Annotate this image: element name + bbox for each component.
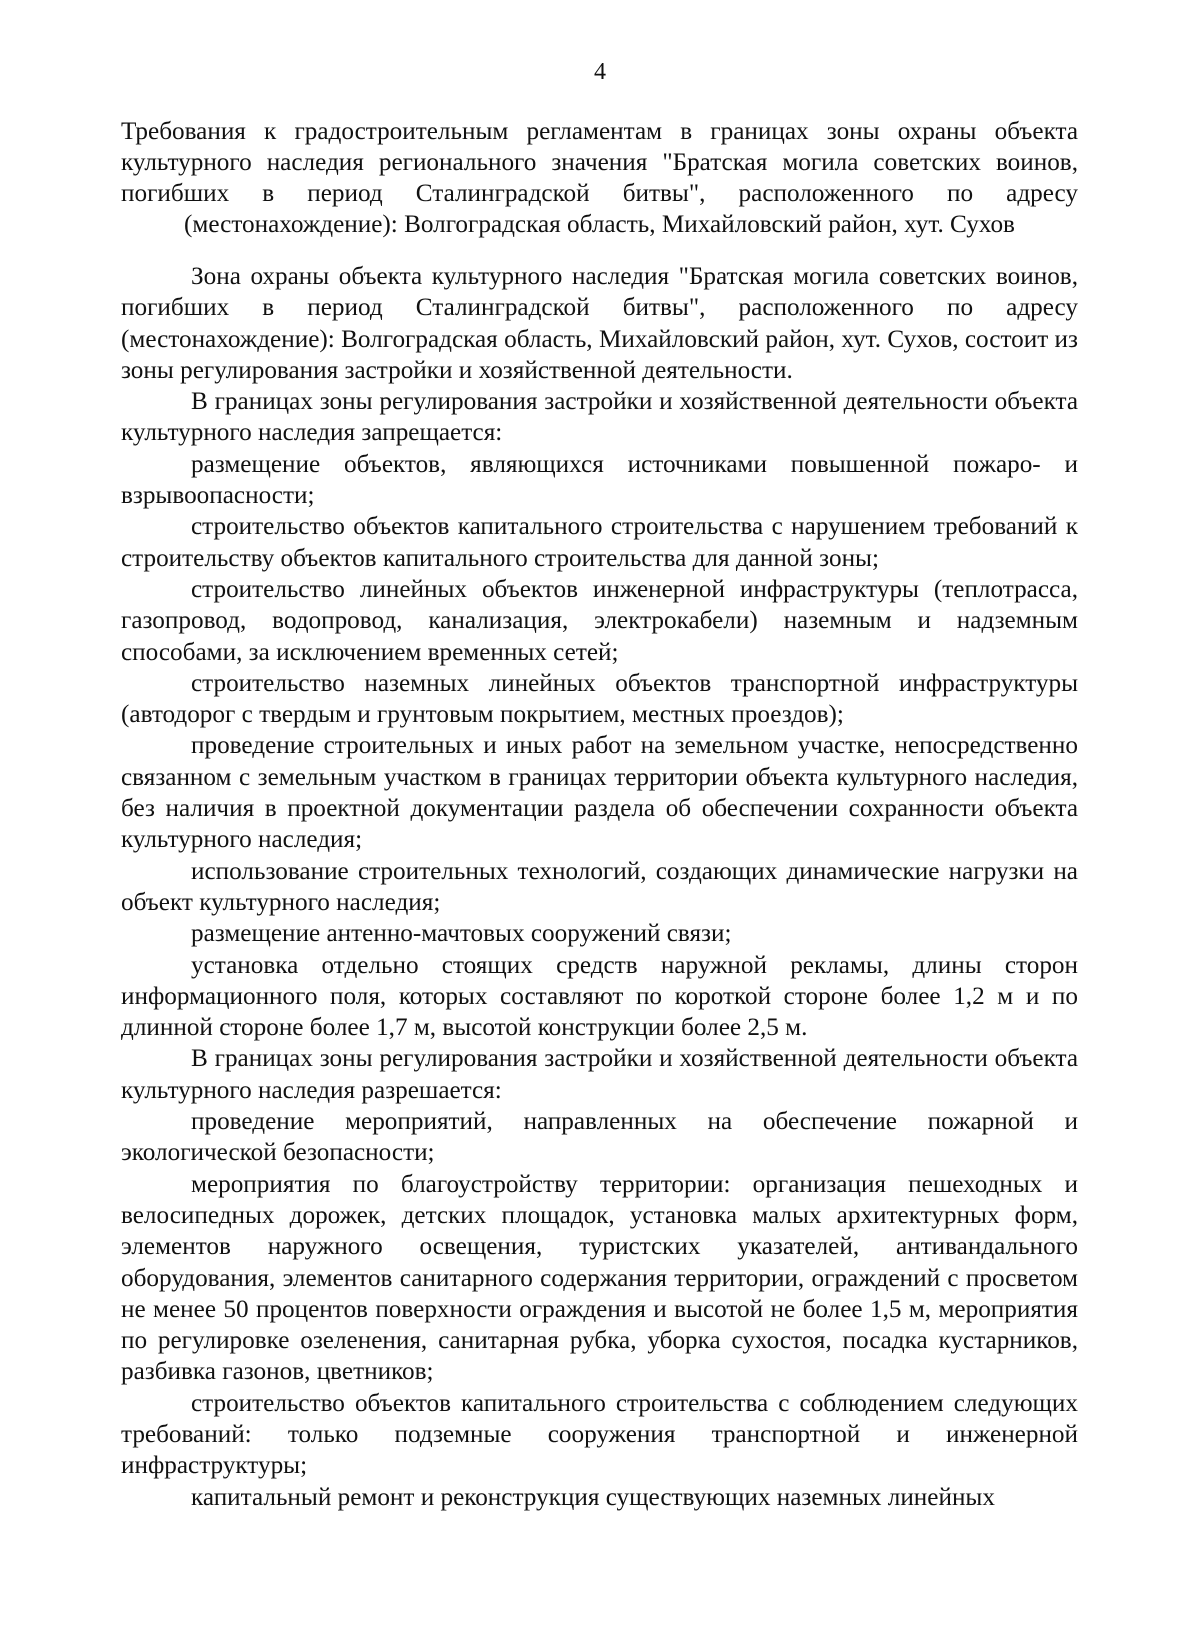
paragraph-permitted-intro: В границах зоны регулирования застройки и хозяйственной деятельности объекта культурного наследия разрешается:: [121, 1045, 1078, 1104]
list-item-permitted: строительство объектов капитального строительства с соблюдением следующих требований: только подземные сооружения транспортной и инженерной инфраструктуры;: [121, 1389, 1078, 1480]
list-item-permitted: проведение мероприятий, направленных на обеспечение пожарной и экологической безопасности;: [121, 1108, 1078, 1167]
list-item-permitted: капитальный ремонт и реконструкция существующих наземных линейных: [191, 1483, 995, 1511]
list-item-prohibited: строительство линейных объектов инженерной инфраструктуры (теплотрасса, газопровод, водопровод, канализация, электрокабели) наземным и надземным способами, за исключением временных сетей;: [121, 575, 1078, 666]
document-body: [121, 261, 1078, 1513]
document-title: Требования к градостроительным регламентам в границах зоны охраны объекта культурного наследия регионального значения "Братская могила советских воинов, погибших в период Сталинградской битвы", расположенного по адресу (местонахождение): Волгоградская область, Михайловский район, хут. Сухов: [121, 118, 1078, 238]
list-item-prohibited: установка отдельно стоящих средств наружной рекламы, длины сторон информационного поля, которых составляют по короткой стороне более 1,2 м и по длинной стороне более 1,7 м, высотой конструкции более 2,5 м.: [121, 951, 1078, 1042]
list-item-prohibited: строительство объектов капитального строительства с нарушением требований к строительству объектов капитального строительства для данной зоны;: [121, 513, 1078, 572]
list-item-prohibited: размещение антенно-мачтовых сооружений связи;: [191, 920, 732, 948]
list-item-prohibited: использование строительных технологий, создающих динамические нагрузки на объект культурного наследия;: [121, 857, 1078, 916]
list-item-prohibited: строительство наземных линейных объектов транспортной инфраструктуры (автодорог с твердым и грунтовым покрытием, местных проездов);: [121, 669, 1078, 729]
list-item-prohibited: размещение объектов, являющихся источниками повышенной пожаро- и взрывоопасности;: [121, 450, 1078, 510]
page-number: 4: [594, 59, 606, 85]
paragraph-zone-description: Зона охраны объекта культурного наследия "Братская могила советских воинов, погибших в период Сталинградской битвы", расположенного по адресу (местонахождение): Волгоградская область, Михайловский район, хут. Сухов, состоит из зоны регулирования застройки и хозяйственной деятельности.: [121, 263, 1078, 384]
list-item-permitted: мероприятия по благоустройству территории: организация пешеходных и велосипедных дорожек, детских площадок, установка малых архитектурных форм, элементов наружного освещения, туристских указателей, антивандального оборудования, элементов санитарного содержания территории, ограждений с просветом не менее 50 процентов поверхности ограждения и высотой не более 1,5 м, мероприятия по регулировке озеленения, санитарная рубка, уборка сухостоя, посадка кустарников, разбивка газонов, цветников;: [121, 1170, 1078, 1386]
list-item-prohibited: проведение строительных и иных работ на земельном участке, непосредственно связанном с земельным участком в границах территории объекта культурного наследия, без наличия в проектной документации раздела об обеспечении сохранности объекта культурного наследия;: [121, 732, 1078, 854]
paragraph-prohibited-intro: В границах зоны регулирования застройки и хозяйственной деятельности объекта культурного наследия запрещается:: [121, 388, 1078, 447]
